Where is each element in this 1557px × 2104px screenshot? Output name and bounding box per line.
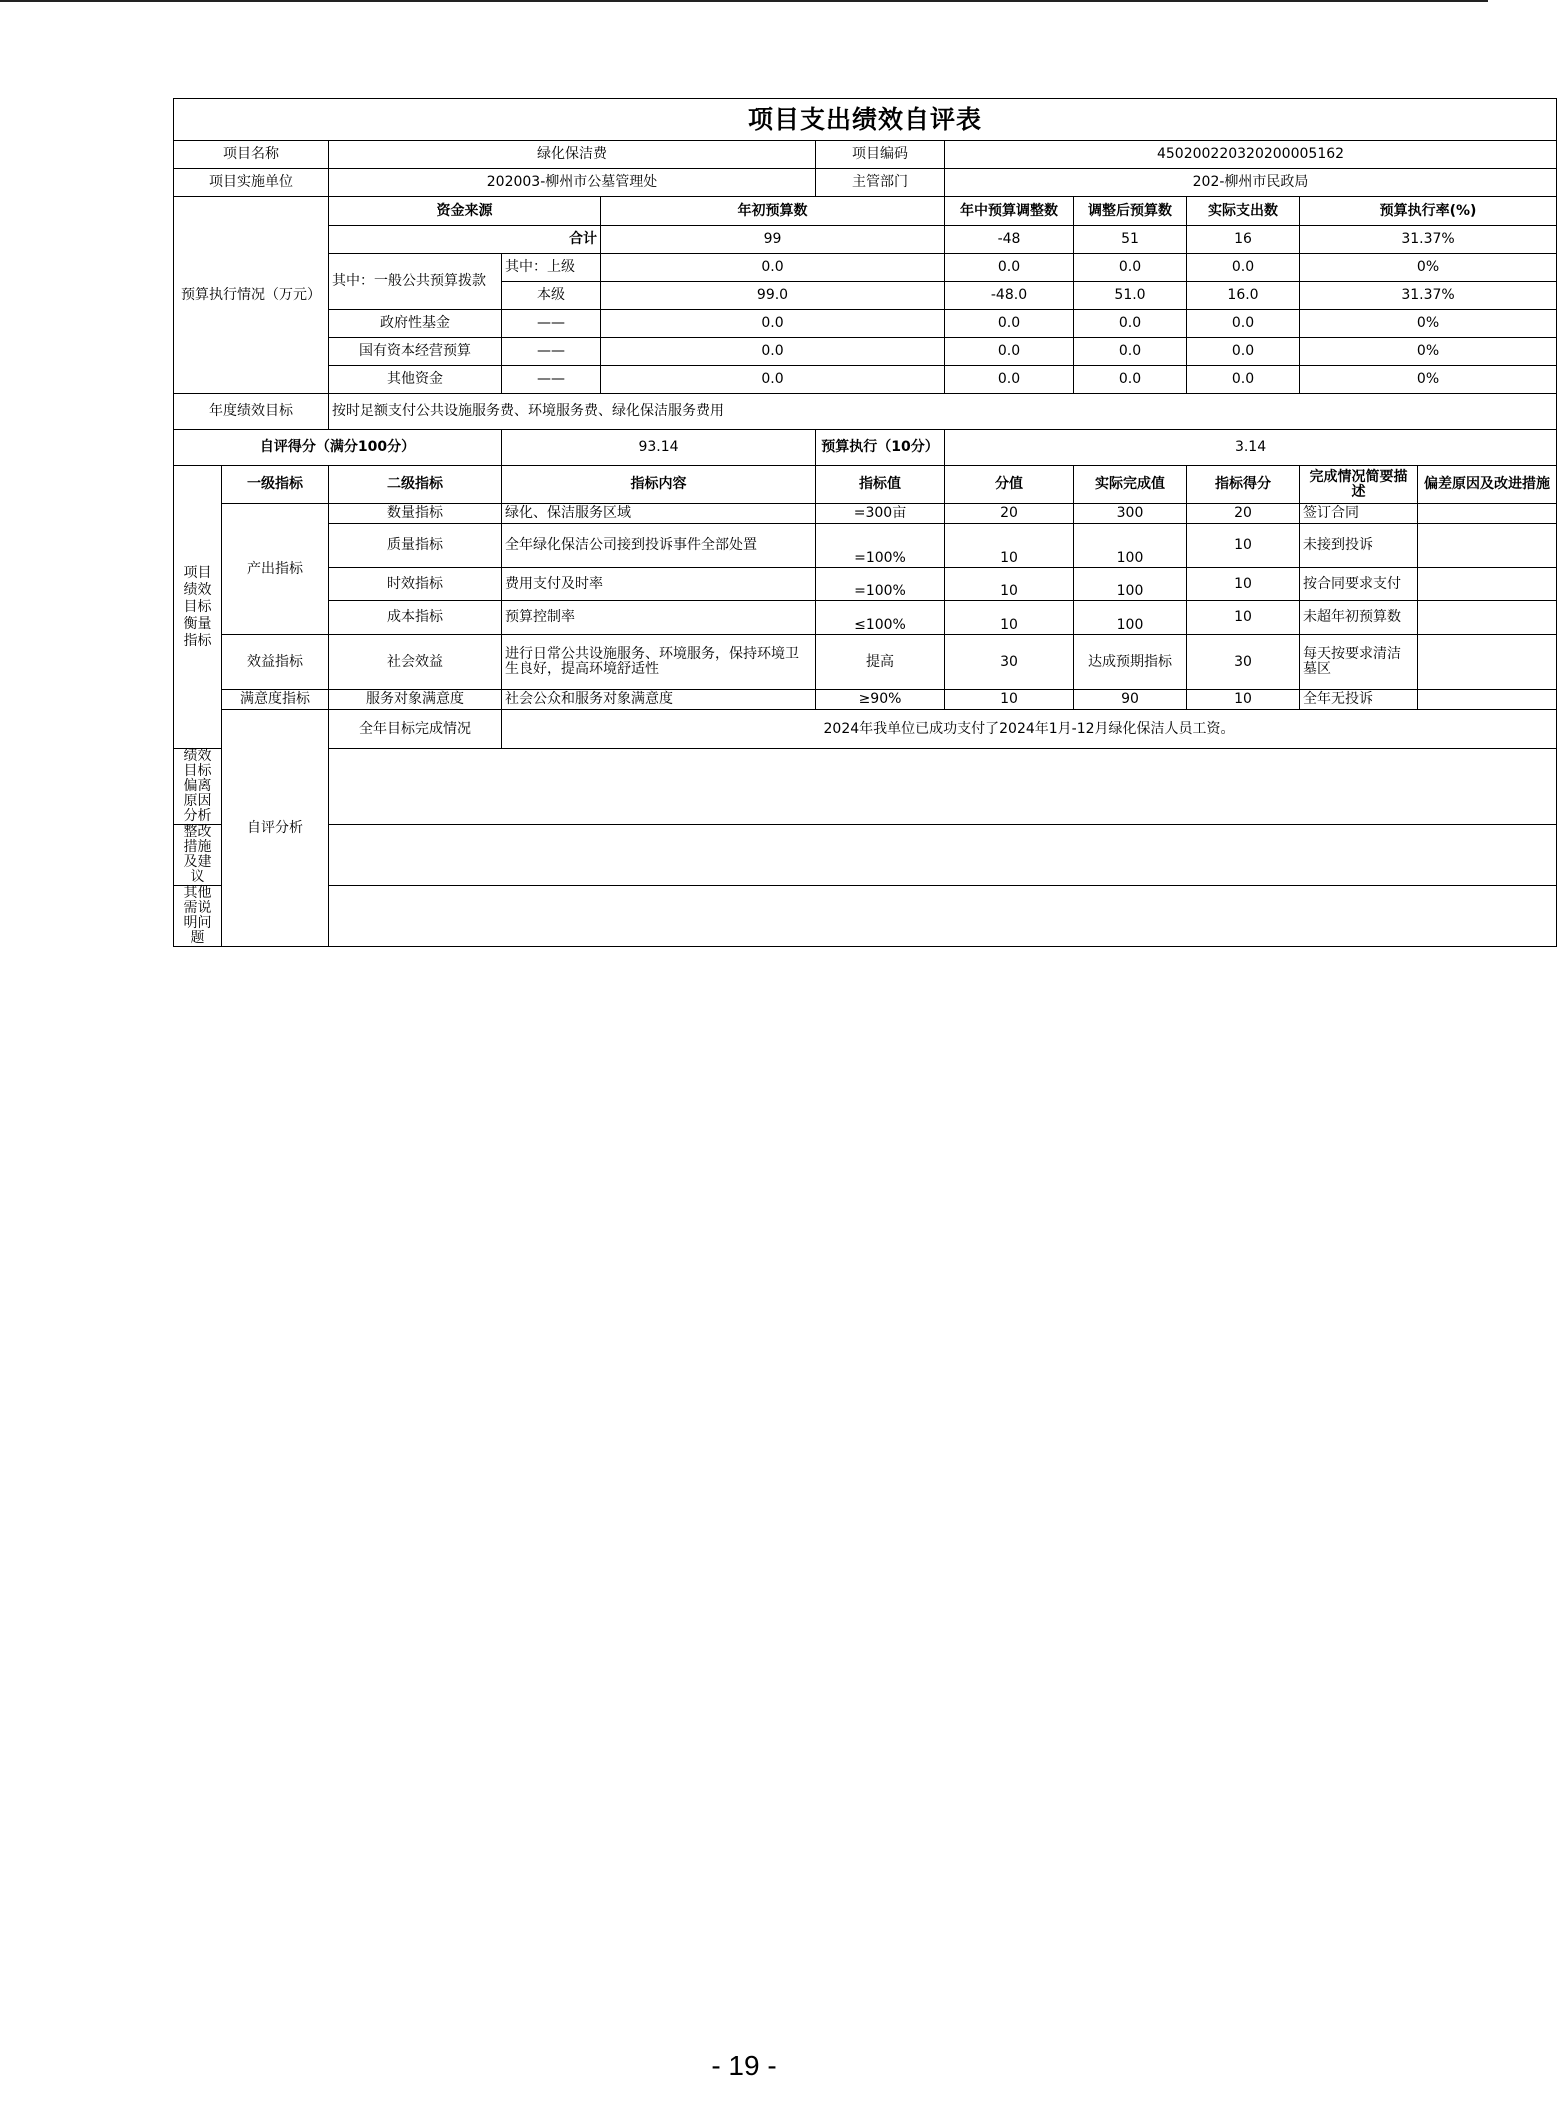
budget-cell: 0.0 [601, 254, 945, 282]
indicator-weight: 10 [945, 524, 1074, 568]
budget-cell: 0.0 [601, 366, 945, 394]
indicator-target: 提高 [816, 635, 945, 690]
implementing-unit-value: 202003-柳州市公墓管理处 [329, 169, 816, 197]
budget-cell: 0% [1300, 338, 1557, 366]
budget-header-initial: 年初预算数 [601, 197, 945, 226]
indicator-desc: 全年无投诉 [1300, 690, 1418, 710]
analysis-label: 整改措施及建议 [174, 825, 222, 886]
budget-dash: —— [502, 310, 601, 338]
indicator-score: 10 [1187, 524, 1300, 568]
budget-header-adjusted: 调整后预算数 [1074, 197, 1187, 226]
budget-row-upper [174, 254, 1557, 282]
analysis-row [174, 710, 1557, 749]
budget-cell: 0.0 [1187, 338, 1300, 366]
self-score-value: 93.14 [502, 430, 816, 466]
indicator-weight: 10 [945, 601, 1074, 635]
indicator-row [174, 568, 1557, 601]
indicator-score: 10 [1187, 601, 1300, 635]
budget-dash: —— [502, 366, 601, 394]
indicator-header-desc: 完成情况简要描述 [1300, 466, 1418, 504]
budget-cell: 0.0 [1074, 338, 1187, 366]
budget-cell: 0.0 [1187, 310, 1300, 338]
indicator-header-content: 指标内容 [502, 466, 816, 504]
indicator-weight: 20 [945, 504, 1074, 524]
indicator-content: 绿化、保洁服务区域 [502, 504, 816, 524]
indicator-weight: 30 [945, 635, 1074, 690]
budget-source-label: 其他资金 [329, 366, 502, 394]
budget-source-label: 国有资本经营预算 [329, 338, 502, 366]
budget-total-label: 合计 [329, 226, 601, 254]
budget-cell: 0.0 [945, 254, 1074, 282]
budget-cell: -48.0 [945, 282, 1074, 310]
indicator-desc: 按合同要求支付 [1300, 568, 1418, 601]
budget-cell: 16 [1187, 226, 1300, 254]
indicator-content: 社会公众和服务对象满意度 [502, 690, 816, 710]
indicator-score: 30 [1187, 635, 1300, 690]
indicator-reason [1418, 504, 1557, 524]
budget-cell: 0.0 [945, 338, 1074, 366]
indicator-desc: 每天按要求清洁墓区 [1300, 635, 1418, 690]
budget-row-state-capital [174, 338, 1557, 366]
budget-source-label: 政府性基金 [329, 310, 502, 338]
indicator-content: 全年绿化保洁公司接到投诉事件全部处置 [502, 524, 816, 568]
indicator-header-actual: 实际完成值 [1074, 466, 1187, 504]
indicator-score: 10 [1187, 690, 1300, 710]
indicator-actual: 300 [1074, 504, 1187, 524]
indicator-l2: 数量指标 [329, 504, 502, 524]
analysis-row [174, 886, 1557, 947]
budget-section-label: 预算执行情况（万元） [174, 197, 329, 394]
indicator-l2: 质量指标 [329, 524, 502, 568]
budget-header-adjust: 年中预算调整数 [945, 197, 1074, 226]
analysis-section-label: 自评分析 [222, 710, 329, 947]
project-code-value: 450200220320200005162 [945, 141, 1557, 169]
indicator-actual: 100 [1074, 601, 1187, 635]
analysis-row [174, 749, 1557, 825]
analysis-label: 其他需说明问题 [174, 886, 222, 947]
indicator-content: 预算控制率 [502, 601, 816, 635]
competent-dept-value: 202-柳州市民政局 [945, 169, 1557, 197]
indicator-weight: 10 [945, 690, 1074, 710]
indicator-desc: 未接到投诉 [1300, 524, 1418, 568]
budget-cell: 51 [1074, 226, 1187, 254]
indicator-desc: 未超年初预算数 [1300, 601, 1418, 635]
budget-cell: 99 [601, 226, 945, 254]
indicator-reason [1418, 568, 1557, 601]
budget-cell: 0.0 [945, 310, 1074, 338]
indicator-row [174, 524, 1557, 568]
budget-local-label: 本级 [502, 282, 601, 310]
indicator-header-l2: 二级指标 [329, 466, 502, 504]
annual-goal-value: 按时足额支付公共设施服务费、环境服务费、绿化保洁服务费用 [329, 394, 1557, 430]
evaluation-table [173, 98, 1557, 947]
indicator-target: =100% [816, 568, 945, 601]
indicator-header-l1: 一级指标 [222, 466, 329, 504]
budget-row-gov-fund [174, 310, 1557, 338]
implementing-unit-label: 项目实施单位 [174, 169, 329, 197]
indicator-row [174, 504, 1557, 524]
indicator-reason [1418, 601, 1557, 635]
budget-cell: 0.0 [1074, 254, 1187, 282]
project-name-label: 项目名称 [174, 141, 329, 169]
indicator-row [174, 635, 1557, 690]
budget-cell: 0.0 [1074, 366, 1187, 394]
indicator-actual: 100 [1074, 568, 1187, 601]
page-number: - 19 - [711, 2050, 777, 2081]
budget-cell: 0% [1300, 310, 1557, 338]
indicator-header-score: 指标得分 [1187, 466, 1300, 504]
table-title: 项目支出绩效自评表 [174, 99, 1557, 141]
budget-exec-score-label: 预算执行（10分） [816, 430, 945, 466]
budget-dash: —— [502, 338, 601, 366]
indicator-target: ≤100% [816, 601, 945, 635]
indicator-actual: 90 [1074, 690, 1187, 710]
self-score-label: 自评得分（满分100分） [174, 430, 502, 466]
indicator-section-label: 项目绩效目标衡量指标 [174, 466, 222, 749]
indicator-reason [1418, 690, 1557, 710]
indicator-content: 进行日常公共设施服务、环境服务，保持环境卫生良好，提高环境舒适性 [502, 635, 816, 690]
analysis-value: 2024年我单位已成功支付了2024年1月-12月绿化保洁人员工资。 [502, 710, 1557, 749]
budget-cell: 0.0 [1074, 310, 1187, 338]
annual-goal-label: 年度绩效目标 [174, 394, 329, 430]
indicator-score: 10 [1187, 568, 1300, 601]
budget-cell: 0.0 [945, 366, 1074, 394]
budget-row-total [174, 226, 1557, 254]
indicator-l2: 服务对象满意度 [329, 690, 502, 710]
budget-header-rate: 预算执行率(%) [1300, 197, 1557, 226]
budget-cell: 51.0 [1074, 282, 1187, 310]
indicator-l2: 时效指标 [329, 568, 502, 601]
indicator-score: 20 [1187, 504, 1300, 524]
budget-cell: 0.0 [601, 310, 945, 338]
indicator-header-weight: 分值 [945, 466, 1074, 504]
indicator-reason [1418, 524, 1557, 568]
competent-dept-label: 主管部门 [816, 169, 945, 197]
output-indicator-label: 产出指标 [222, 504, 329, 635]
indicator-actual: 100 [1074, 524, 1187, 568]
analysis-label: 全年目标完成情况 [329, 710, 502, 749]
indicator-reason [1418, 635, 1557, 690]
indicator-header-reason: 偏差原因及改进措施 [1418, 466, 1557, 504]
budget-header-actual: 实际支出数 [1187, 197, 1300, 226]
indicator-row [174, 601, 1557, 635]
indicator-target: ≥90% [816, 690, 945, 710]
budget-cell: -48 [945, 226, 1074, 254]
analysis-value [329, 749, 1557, 825]
budget-cell: 0.0 [1187, 366, 1300, 394]
analysis-value [329, 825, 1557, 886]
indicator-desc: 签订合同 [1300, 504, 1418, 524]
top-border-line [0, 0, 1488, 2]
analysis-label: 绩效目标偏离原因分析 [174, 749, 222, 825]
budget-upper-label: 其中：上级 [502, 254, 601, 282]
budget-cell: 16.0 [1187, 282, 1300, 310]
indicator-weight: 10 [945, 568, 1074, 601]
satisfaction-indicator-label: 满意度指标 [222, 690, 329, 710]
indicator-target: =300亩 [816, 504, 945, 524]
indicator-actual: 达成预期指标 [1074, 635, 1187, 690]
indicator-header-target: 指标值 [816, 466, 945, 504]
indicator-row [174, 690, 1557, 710]
budget-header-source: 资金来源 [329, 197, 601, 226]
analysis-row [174, 825, 1557, 886]
budget-cell: 31.37% [1300, 282, 1557, 310]
budget-cell: 0.0 [1187, 254, 1300, 282]
general-budget-label: 其中：一般公共预算拨款 [329, 254, 502, 310]
budget-exec-score-value: 3.14 [945, 430, 1557, 466]
budget-cell: 0.0 [601, 338, 945, 366]
budget-row-other [174, 366, 1557, 394]
indicator-l2: 社会效益 [329, 635, 502, 690]
project-code-label: 项目编码 [816, 141, 945, 169]
indicator-l2: 成本指标 [329, 601, 502, 635]
project-name-value: 绿化保洁费 [329, 141, 816, 169]
benefit-indicator-label: 效益指标 [222, 635, 329, 690]
indicator-target: =100% [816, 524, 945, 568]
budget-cell: 99.0 [601, 282, 945, 310]
budget-cell: 0% [1300, 366, 1557, 394]
analysis-value [329, 886, 1557, 947]
budget-cell: 31.37% [1300, 226, 1557, 254]
performance-self-evaluation-sheet [173, 98, 1551, 947]
budget-cell: 0% [1300, 254, 1557, 282]
indicator-content: 费用支付及时率 [502, 568, 816, 601]
